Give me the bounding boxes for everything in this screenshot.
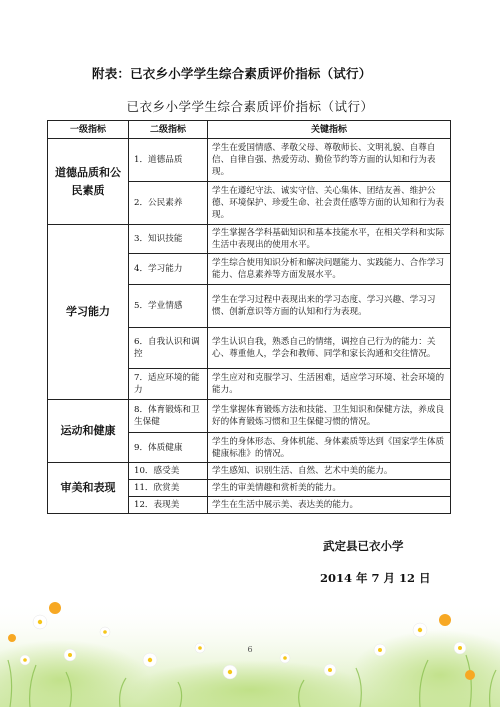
key-indicator-cell: 学生掌握各学科基础知识和基本技能水平，在相关学科和实际生活中表现出的使用水平。 (208, 225, 451, 254)
column-header-level1: 一级指标 (48, 121, 129, 139)
key-indicator-cell: 学生感知、识别生活、自然、艺术中美的能力。 (208, 463, 451, 480)
key-indicator-cell: 学生认识自我，熟悉自己的情绪，调控自己行为的能力：关心、尊重他人，学会和教师、同学和家长沟通和交往情况。 (208, 328, 451, 369)
level1-cell: 道德品质和公民素质 (48, 139, 129, 225)
column-header-level2: 二级指标 (129, 121, 208, 139)
column-header-key: 关键指标 (208, 121, 451, 139)
document-date: 2014 年 7 月 12 日 (320, 571, 431, 585)
level2-cell: 12．表现美 (129, 497, 208, 514)
key-indicator-cell: 学生在遵纪守法、诚实守信、关心集体、团结友善、维护公德、环境保护、珍爱生命、社会责任感等方面的认知和行为表现。 (208, 182, 451, 225)
table-title: 已衣乡小学学生综合素质评价指标（试行） (126, 99, 374, 114)
table-row (48, 400, 451, 433)
key-indicator-cell: 学生的身体形态、身体机能、身体素质等达到《国家学生体质健康标准》的情况。 (208, 433, 451, 463)
key-indicator-cell: 学生应对和克服学习、生活困难，适应学习环境、社会环境的能力。 (208, 369, 451, 400)
level2-cell: 2．公民素养 (129, 182, 208, 225)
level2-cell: 7．适应环境的能力 (129, 369, 208, 400)
table-row (48, 139, 451, 182)
table-row (48, 463, 451, 480)
level1-cell: 运动和健康 (48, 400, 129, 463)
level2-cell: 10．感受美 (129, 463, 208, 480)
page-number: 6 (247, 645, 253, 654)
level2-cell: 3．知识技能 (129, 225, 208, 254)
level2-cell: 11．欣赏美 (129, 480, 208, 497)
level2-cell: 1．道德品质 (129, 139, 208, 182)
key-indicator-cell: 学生的审美情趣和赏析美的能力。 (208, 480, 451, 497)
level2-cell: 6．自我认识和调控 (129, 328, 208, 369)
flower-border-decoration (0, 560, 500, 707)
level2-cell: 4．学习能力 (129, 254, 208, 285)
document-heading: 附表：已衣乡小学学生综合素质评价指标（试行） (92, 66, 372, 81)
level2-cell: 8．体育锻炼和卫生保健 (129, 400, 208, 433)
level1-cell: 学习能力 (48, 225, 129, 400)
table-row (48, 225, 451, 254)
table-header-row (48, 121, 451, 139)
key-indicator-cell: 学生在学习过程中表现出来的学习态度、学习兴趣、学习习惯、创新意识等方面的认知和行为表现。 (208, 285, 451, 328)
key-indicator-cell: 学生在爱国情感、孝敬父母、尊敬师长、文明礼貌、自尊自信、自律自强、热爱劳动、勤俭节约等方面的认知和行为表现。 (208, 139, 451, 182)
level2-cell: 9．体质健康 (129, 433, 208, 463)
school-signature: 武定县已衣小学 (323, 539, 404, 553)
evaluation-table (47, 120, 451, 514)
key-indicator-cell: 学生掌握体育锻炼方法和技能、卫生知识和保健方法，养成良好的体育锻炼习惯和卫生保健习惯的情况。 (208, 400, 451, 433)
key-indicator-cell: 学生在生活中展示美、表达美的能力。 (208, 497, 451, 514)
level2-cell: 5．学业情感 (129, 285, 208, 328)
level1-cell: 审美和表现 (48, 463, 129, 514)
key-indicator-cell: 学生综合使用知识分析和解决问题能力、实践能力、合作学习能力、信息素养等方面发展水平。 (208, 254, 451, 285)
